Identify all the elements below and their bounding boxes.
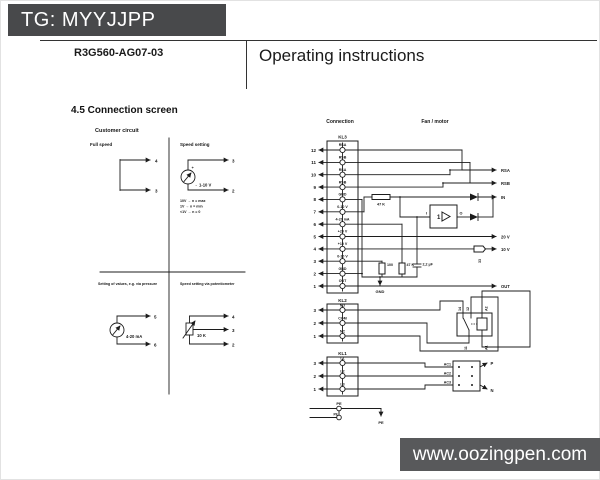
value-setting-title: Setting of values, e.g. via pressure [98, 282, 158, 286]
amplifier-output-label: O [459, 211, 463, 216]
output-10v-label: 10 V [501, 247, 510, 252]
gnd-label: GND [375, 289, 385, 294]
rectifier-ac2-label: AC2 [443, 371, 451, 376]
relay-coil-symbol [477, 318, 487, 330]
terminal-label: 4-20 mA [335, 217, 350, 222]
terminal-number: 4 [155, 158, 158, 164]
terminal-label: L3 [340, 382, 345, 387]
shunt-resistor-label: 100 [387, 263, 393, 267]
note-line: 10V → n = max [180, 199, 206, 203]
terminal-number: 2 [232, 188, 235, 194]
output-rsb-label: RSB [501, 181, 510, 186]
speed-setting-circuit [180, 159, 235, 215]
output-in-label: IN [501, 195, 506, 200]
kl3-terminal-block [311, 135, 358, 294]
capacitor-label: 2,2 µF [422, 262, 433, 267]
minus-sign: - [195, 182, 197, 187]
tab-label: 33 [478, 259, 482, 263]
doc-number: R3G560-AG07-03 [74, 47, 164, 59]
terminal-number: 5 [154, 314, 157, 320]
kl3-wiring [345, 150, 496, 286]
terminal-number: 2 [313, 373, 316, 379]
terminal-number: 8 [313, 197, 316, 203]
tab-connector-icon [474, 246, 486, 252]
terminal-label: 0-10 V [337, 205, 348, 209]
output-rsa-label: RSA [501, 168, 510, 173]
kl2-label: KL2 [338, 298, 347, 303]
plus-sign: + [191, 165, 194, 170]
terminal-label: +20 V [337, 229, 348, 234]
terminal-number: 1 [313, 283, 316, 289]
terminal-number: 6 [154, 342, 157, 348]
pull-resistor-symbol [399, 263, 405, 274]
kl3-label: KL3 [338, 134, 347, 140]
terminal-number: 9 [313, 184, 316, 190]
pe-terminals [310, 401, 384, 425]
terminal-number: 2 [232, 342, 235, 348]
terminal-number: 5 [313, 234, 316, 240]
website-watermark-bar [400, 438, 600, 471]
terminal-label: NC [339, 329, 346, 334]
terminal-label: 0-10 V [337, 254, 348, 259]
section-heading: 4.5 Connection screen [71, 105, 178, 116]
fan-motor-header: Fan / motor [421, 119, 449, 125]
potentiometer-value: 10 K [197, 333, 206, 338]
pe-terminal-label: PE [333, 412, 338, 417]
terminal-number: 3 [313, 307, 316, 313]
pull-resistor-label: 47 K [406, 263, 415, 267]
pe-ground-label: PE [378, 420, 384, 425]
terminal-number: 1 [313, 386, 316, 392]
amplifier-gain-label: 1 [437, 215, 441, 221]
source-label: 4-20 mA [126, 334, 143, 339]
terminal-label: RSA [338, 143, 347, 148]
tg-label: TG: MYYJJPP [21, 9, 156, 31]
customer-circuit-title: Customer circuit [95, 128, 139, 134]
rectifier-n-label: N [490, 388, 494, 393]
full-speed-circuit [120, 159, 158, 194]
header-vertical-divider [246, 40, 247, 89]
pe-label: PE [336, 401, 342, 406]
potentiometer-title: Speed setting via potentiometer [180, 282, 235, 286]
terminal-number: 3 [313, 259, 316, 264]
terminal-number: 10 [310, 172, 316, 178]
rectifier-ac3-label: AC3 [443, 380, 451, 385]
terminal-number: 12 [310, 147, 316, 153]
terminal-number: 2 [313, 320, 316, 326]
website-label: www.oozingpen.com [412, 444, 588, 465]
terminal-label: NO [339, 303, 346, 308]
terminal-number: 3 [313, 360, 316, 366]
terminal-number: 3 [232, 328, 235, 333]
rectifier-ac1-label: AC1 [443, 362, 451, 367]
terminal-number: 3 [232, 158, 235, 164]
terminal-number: 3 [155, 188, 158, 194]
source-label: 1-10 V [199, 182, 212, 188]
terminal-label: GND [338, 266, 347, 271]
output-20v-label: 20 V [501, 234, 510, 240]
rectifier-circuit [345, 361, 494, 393]
terminal-label: RSA [338, 167, 347, 172]
relay-coil-a2-label: A2 [484, 306, 489, 311]
potentiometer-circuit [183, 315, 235, 348]
terminal-label: COM [338, 316, 347, 321]
note-line: 1V → n = min [180, 204, 203, 209]
rectifier-box [453, 361, 480, 391]
full-speed-title: Full speed [90, 142, 113, 147]
amplifier-box [430, 205, 457, 228]
shunt-resistor-symbol [379, 263, 385, 274]
relay-contact-12-label: 12 [466, 307, 470, 311]
series-resistor-symbol [372, 195, 390, 200]
connection-diagram [300, 113, 565, 435]
header-divider [40, 40, 597, 41]
diode-icon [470, 194, 478, 201]
output-out-label: OUT [501, 284, 510, 289]
terminal-number: 1 [313, 333, 316, 339]
terminal-label: RSB [338, 180, 347, 185]
amplifier-triangle-icon [442, 212, 450, 221]
relay-coil-a1-label: A1 [484, 345, 489, 350]
relay-circuit [345, 291, 530, 351]
value-setting-circuit [110, 315, 157, 348]
page-title: Operating instructions [259, 46, 425, 65]
kl1-label: KL1 [338, 351, 347, 356]
terminal-number: 4 [232, 314, 235, 320]
diode-icon [470, 214, 478, 221]
terminal-number: 7 [313, 209, 316, 215]
customer-circuit-panel [62, 122, 247, 412]
series-resistor-label: 47 K [376, 202, 386, 207]
speed-setting-title: Speed setting [180, 142, 210, 147]
note-line: <1V → n = 0 [180, 210, 201, 214]
tg-watermark-bar [8, 4, 226, 36]
amplifier-input-label: I [425, 211, 427, 216]
relay-contact-14-label: 14 [458, 307, 462, 311]
terminal-label: RSB [338, 155, 347, 160]
terminal-label: L1 [340, 356, 345, 361]
rectifier-p-label: P [490, 361, 494, 366]
terminal-number: 11 [311, 160, 316, 166]
connection-header: Connection [326, 119, 354, 125]
terminal-label: L2 [340, 369, 345, 374]
terminal-number: 6 [313, 222, 316, 227]
relay-contact-11-label: 11 [464, 346, 468, 350]
terminal-label: +10 V [337, 242, 348, 247]
terminal-label: GND [338, 192, 347, 197]
terminal-label: OUT [338, 279, 347, 284]
terminal-number: 4 [313, 246, 316, 252]
terminal-number: 2 [313, 271, 316, 277]
